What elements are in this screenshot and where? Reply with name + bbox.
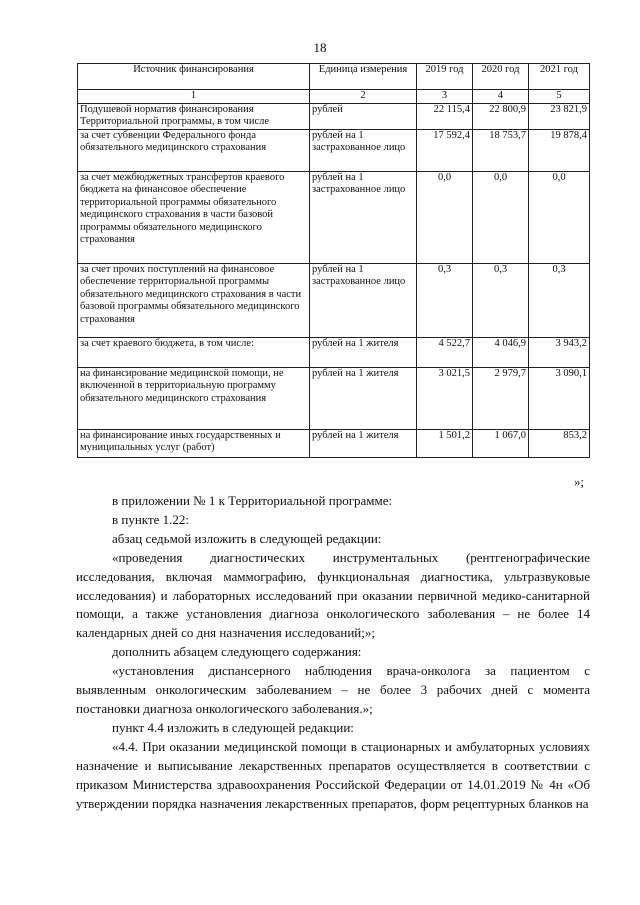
value-2020: 4 046,9	[473, 337, 529, 367]
amendment-text	[76, 492, 590, 813]
value-2021: 23 821,9	[529, 103, 590, 129]
table-row	[78, 367, 590, 429]
header-2020: 2020 год	[473, 64, 529, 90]
paragraph: «4.4. При оказании медицинской помощи в стационарных и амбулаторных условиях назначение и выписывание лекарственных препаратов осуществляется в соответствии с приказом Министерства здравоохранения Российской Федерации от 14.01.2019 № 4н «Об утверждении порядка назначения лекарственных препаратов, форм рецептурных бланков на	[76, 738, 590, 811]
value-2021: 0,0	[529, 171, 590, 263]
index-cell: 3	[417, 90, 473, 104]
paragraph: «проведения диагностических инструментальных (рентгенографические исследования, включая маммографию, функциональная диагностика, ультразвуковые исследования) и лабораторных исследований при оказании первичной медико-санитарной помощи, а также установления диагноза онкологического заболевания – не более 14 календарных дней со дня назначения исследований;»;	[76, 549, 590, 641]
index-cell: 2	[310, 90, 417, 104]
closing-quote-mark: »;	[574, 474, 585, 489]
header-2019: 2019 год	[417, 64, 473, 90]
financing-table	[77, 63, 590, 458]
paragraph: в приложении № 1 к Территориальной программе:	[112, 493, 393, 508]
paragraph: в пункте 1.22:	[112, 511, 190, 527]
value-2019: 4 522,7	[417, 337, 473, 367]
value-2019: 17 592,4	[417, 129, 473, 171]
source-cell: Подушевой норматив финансирования Территориальной программы, в том числе	[78, 103, 310, 129]
value-2019: 22 115,4	[417, 103, 473, 129]
value-2020: 22 800,9	[473, 103, 529, 129]
table-row	[78, 171, 590, 263]
header-source: Источник финансирования	[78, 64, 310, 90]
value-2019: 0,3	[417, 263, 473, 337]
paragraph: абзац седьмой изложить в следующей редакции:	[112, 530, 382, 546]
table-row	[78, 429, 590, 457]
paragraph: «установления диспансерного наблюдения врача-онколога за пациентом с выявленным онкологическим заболеванием – не более 3 рабочих дней с момента постановки диагноза онкологического заболевания.»;	[76, 663, 590, 716]
table-row	[78, 263, 590, 337]
value-2019: 3 021,5	[417, 367, 473, 429]
value-2021: 853,2	[529, 429, 590, 457]
value-2019: 0,0	[417, 171, 473, 263]
paragraph: пункт 4.4 изложить в следующей редакции:	[112, 719, 354, 735]
header-unit: Единица измерения	[310, 64, 417, 90]
value-2020: 1 067,0	[473, 429, 529, 457]
index-cell: 1	[78, 90, 310, 104]
value-2019: 1 501,2	[417, 429, 473, 457]
table-row	[78, 103, 590, 129]
value-2021: 19 878,4	[529, 129, 590, 171]
table-index-row	[78, 90, 590, 104]
page-number: 18	[313, 40, 327, 55]
source-cell: за счет прочих поступлений на финансовое обеспечение территориальной программы обязательного медицинского страхования в части базовой программы обязательного медицинского страхования	[78, 263, 310, 337]
source-cell: на финансирование медицинской помощи, не включенной в территориальную программу обязательного медицинского страхования	[78, 367, 310, 429]
unit-cell: рублей на 1 жителя	[310, 337, 417, 367]
unit-cell: рублей на 1 жителя	[310, 367, 417, 429]
value-2020: 18 753,7	[473, 129, 529, 171]
unit-cell: рублей на 1 застрахованное лицо	[310, 171, 417, 263]
value-2021: 3 943,2	[529, 337, 590, 367]
table-row	[78, 337, 590, 367]
unit-cell: рублей	[310, 103, 417, 129]
index-cell: 4	[473, 90, 529, 104]
value-2020: 0,3	[473, 263, 529, 337]
unit-cell: рублей на 1 застрахованное лицо	[310, 263, 417, 337]
source-cell: на финансирование иных государственных и муниципальных услуг (работ)	[78, 429, 310, 457]
value-2021: 3 090,1	[529, 367, 590, 429]
index-cell: 5	[529, 90, 590, 104]
source-cell: за счет субвенции Федерального фонда обязательного медицинского страхования	[78, 129, 310, 171]
source-cell: за счет краевого бюджета, в том числе:	[78, 337, 310, 367]
header-2021: 2021 год	[529, 64, 590, 90]
table-row	[78, 129, 590, 171]
paragraph: дополнить абзацем следующего содержания:	[112, 644, 362, 660]
source-cell: за счет межбюджетных трансфертов краевого бюджета на финансовое обеспечение территориальной программы обязательного медицинского страхования в части базовой программы обязательного медицинского страхования	[78, 171, 310, 263]
table-header-row	[78, 64, 590, 90]
unit-cell: рублей на 1 жителя	[310, 429, 417, 457]
value-2020: 2 979,7	[473, 367, 529, 429]
value-2021: 0,3	[529, 263, 590, 337]
unit-cell: рублей на 1 застрахованное лицо	[310, 129, 417, 171]
value-2020: 0,0	[473, 171, 529, 263]
